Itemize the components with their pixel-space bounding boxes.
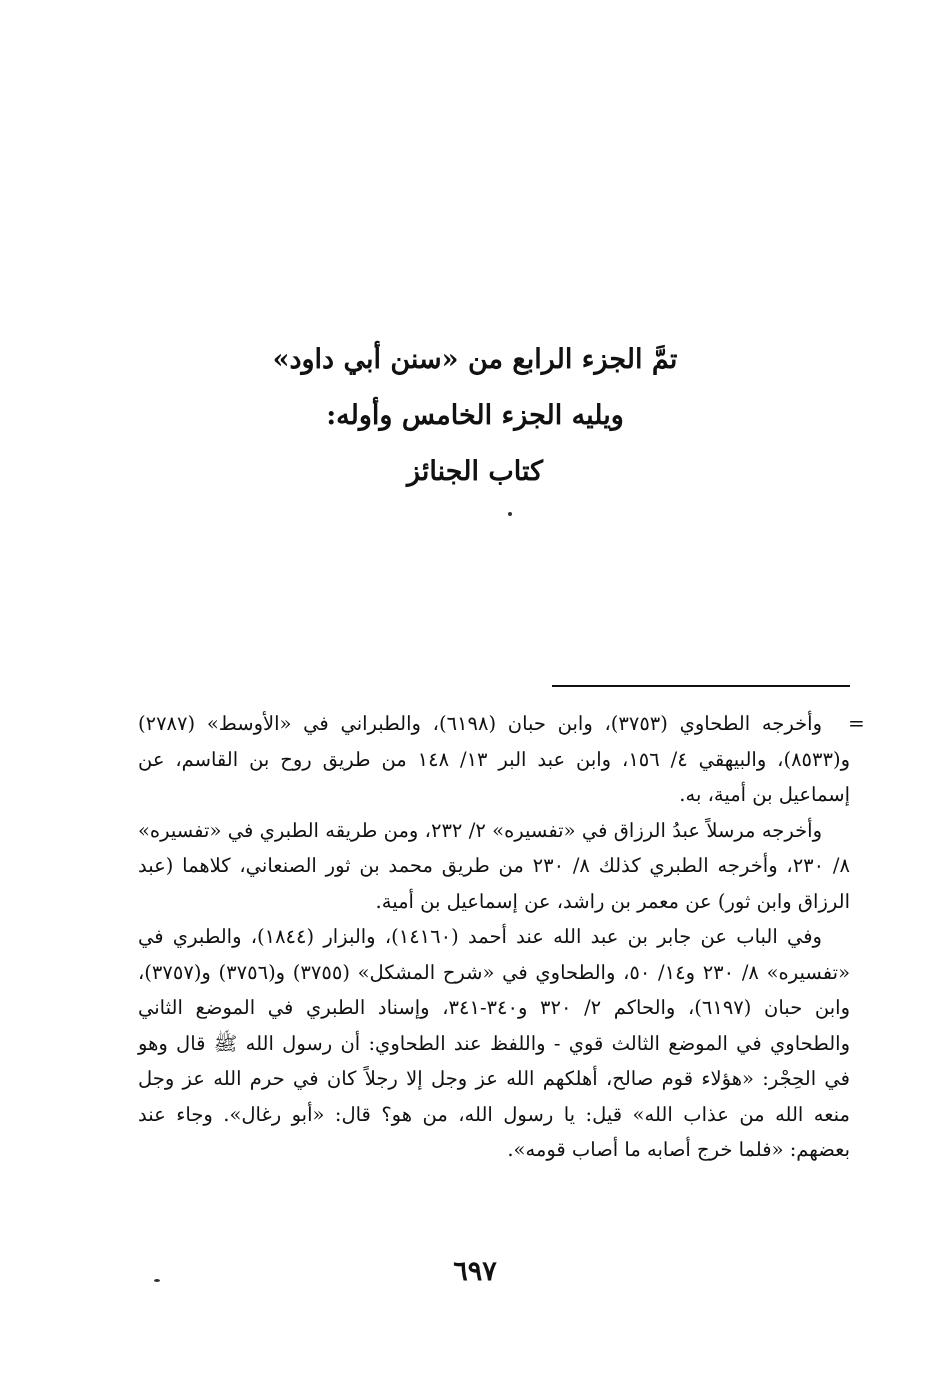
- footnote-paragraph: وأخرجه الطحاوي (٣٧٥٣)، وابن حبان (٦١٩٨)، والطبراني في «الأوسط» (٢٧٨٧) و(٨٥٣٣)، والبيهقي ٤/ ١٥٦، وابن عبد البر ١٣/ ١٤٨ من طريق روح بن القاسم، عن إسماعيل بن أمية، به.: [138, 712, 851, 806]
- footnote-paragraph: وفي الباب عن جابر بن عبد الله عند أحمد (١٤١٦٠)، والبزار (١٨٤٤)، والطبري في «تفسيره» ٨/ ٢٣٠ و١٤/ ٥٠، والطحاوي في «شرح المشكل» (٣٧٥٥) و(٣٧٥٦) و(٣٧٥٧)، وابن حبان (٦١٩٧)، والحاكم ٢/ ٣٢٠ و٣٤٠-٣٤١، وإسناد الطبري في الموضع الثاني والطحاوي في الموضع الثالث قوي - واللفظ عند الطحاوي: أن رسول الله ﷺ قال وهو في الحِجْر: «هؤلاء قوم صالح، أهلكهم الله عز وجل إلا رجلاً كان في حرم الله عز وجل منعه الله من عذاب الله» قيل: يا رسول الله، من هو؟ قال: «أبو رغال». وجاء عند بعضهم: «فلما خرج أصابه ما أصاب قومه».: [138, 925, 850, 1161]
- footnote-separator: [552, 685, 850, 687]
- footnote-paragraph: وأخرجه مرسلاً عبدُ الرزاق في «تفسيره» ٢/ ٢٣٢، ومن طريقه الطبري في «تفسيره» ٨/ ٢٣٠، وأخرجه الطبري كذلك ٨/ ٢٣٠ من طريق محمد بن ثور الصنعاني، كلاهما (عبد الرزاق وابن ثور) عن معمر بن راشد، عن إسماعيل بن أمية.: [138, 818, 850, 913]
- footnotes: [138, 706, 850, 1168]
- page-number: ٦٩٧: [453, 1256, 497, 1287]
- speck-mark: [154, 1279, 160, 1282]
- speck-mark: [508, 512, 512, 516]
- colophon-next-volume: ويليه الجزء الخامس وأوله:: [326, 400, 624, 431]
- colophon: [0, 332, 950, 500]
- footnote-continuation-mark: =: [848, 711, 865, 735]
- colophon-title: تمَّ الجزء الرابع من «سنن أبي داود»: [272, 344, 678, 375]
- colophon-next-book: كتاب الجنائز: [407, 456, 543, 487]
